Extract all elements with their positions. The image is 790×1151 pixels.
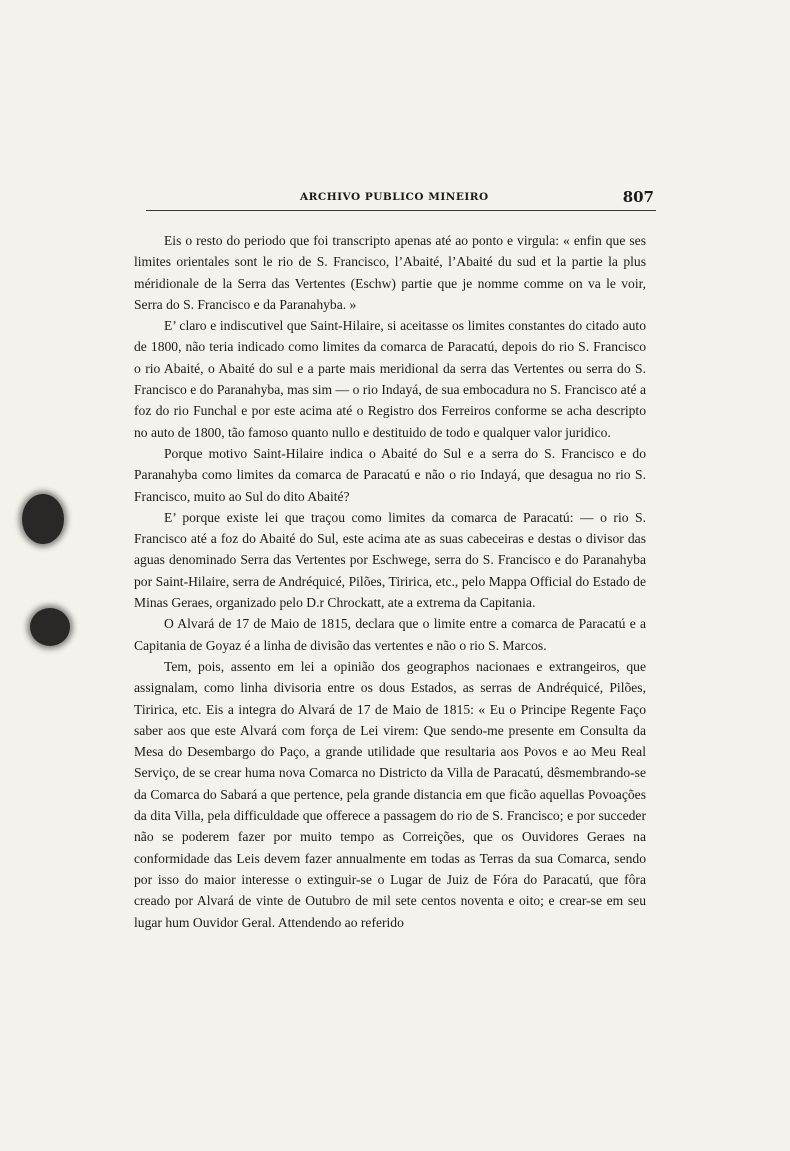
binding-hole-top bbox=[22, 494, 64, 544]
running-header bbox=[190, 189, 660, 209]
paragraph-2: E’ claro e indiscutivel que Saint-Hilaire, si aceitasse os limites constantes do citado auto de 1800, não teria indicado como limites da comarca de Paracatú, depois do rio S. Francisco o rio Abaité, o Abaité do sul e a parte mais meridional da serra das Vertentes ou serra do S. Francisco e do Paranahyba, mas sim — o rio Indayá, de sua embocadura no S. Francisco até a foz do rio Funchal e por este acima até o Registro dos Ferreiros conforme se acha descripto no auto de 1800, tão famoso quanto nullo e destituido de todo e qualquer valor juridico. bbox=[134, 318, 646, 440]
page-number: 807 bbox=[622, 188, 654, 206]
body-text bbox=[134, 230, 646, 933]
paragraph-6: Tem, pois, assento em lei a opinião dos geographos nacionaes e extrangeiros, que assignalam, como linha divisoria entre os dous Estados, as serras de Andréquicé, Pilões, Tiririca, etc. Eis a integra do Alvará de 17 de Maio de 1815: « Eu o Principe Regente Faço saber aos que este Alvará com força de Lei virem: Que sendo-me presente em Consulta da Mesa do Desembargo do Paço, a grande utilidade que resultaria aos Povos e ao Meu Real Serviço, de se crear huma nova Comarca no Districto da Villa de Paracatú, dêsmembrando-se da Comarca do Sabará a que pertence, pela grande distancia em que ficão aquellas Povoações da dita Villa, pela difficuldade que offerece a passagem do rio de S. Francisco; e por succeder não se poderem fazer por muito tempo as Correições, que os Ouvidores Geraes na conformidade das Leis devem fazer annualmente em todas as Terras da sua Comarca, sendo por isso do maior interesse o extinguir-se o Lugar de Juiz de Fóra do Paracatú, que fôra creado por Alvará de vinte de Outubro de mil sete centos noventa e oito; e crear-se em seu lugar hum Ouvidor Geral. Attendendo ao referido bbox=[134, 658, 646, 930]
paragraph-4: E’ porque existe lei que traçou como limites da comarca de Paracatú: — o rio S. Francisco até a foz do Abaité do Sul, este acima ate as suas cabeceiras e destas o divisor das aguas denominado Serra das Vertentes por Eschwege, serra do S. Francisco e do Paranahyba por Saint-Hilaire, serra de Andréquicé, Pilões, Tiririca, etc., pelo Mappa Official do Estado de Minas Geraes, organizado pelo D.r Chrockatt, ate a extrema da Capitania. bbox=[134, 509, 646, 611]
paragraph-5: O Alvará de 17 de Maio de 1815, declara que o limite entre a comarca de Paracatú e a Capitania de Goyaz é a linha de divisão das vertentes e não o rio S. Marcos. bbox=[134, 616, 646, 653]
header-rule bbox=[146, 210, 656, 211]
paragraph-1: Eis o resto do periodo que foi transcripto apenas até ao ponto e virgula: « enfin que ses limites orientales sont le rio de S. Francisco, l’Abaité, l’Abaité du sud et la partie la plus méridionale de la Serra das Vertentes (Eschw) partie que je nomme comme on va le voir, Serra do S. Francisco e da Paranahyba. » bbox=[134, 233, 646, 312]
binding-hole-bottom bbox=[30, 608, 70, 646]
paragraph-3: Porque motivo Saint-Hilaire indica o Abaité do Sul e a serra do S. Francisco e do Paranahyba como limites da comarca de Paracatú e não o rio Indayá, que desagua no rio S. Francisco, muito ao Sul do dito Abaité? bbox=[134, 445, 646, 504]
running-title: ARCHIVO PUBLICO MINEIRO bbox=[300, 191, 489, 203]
